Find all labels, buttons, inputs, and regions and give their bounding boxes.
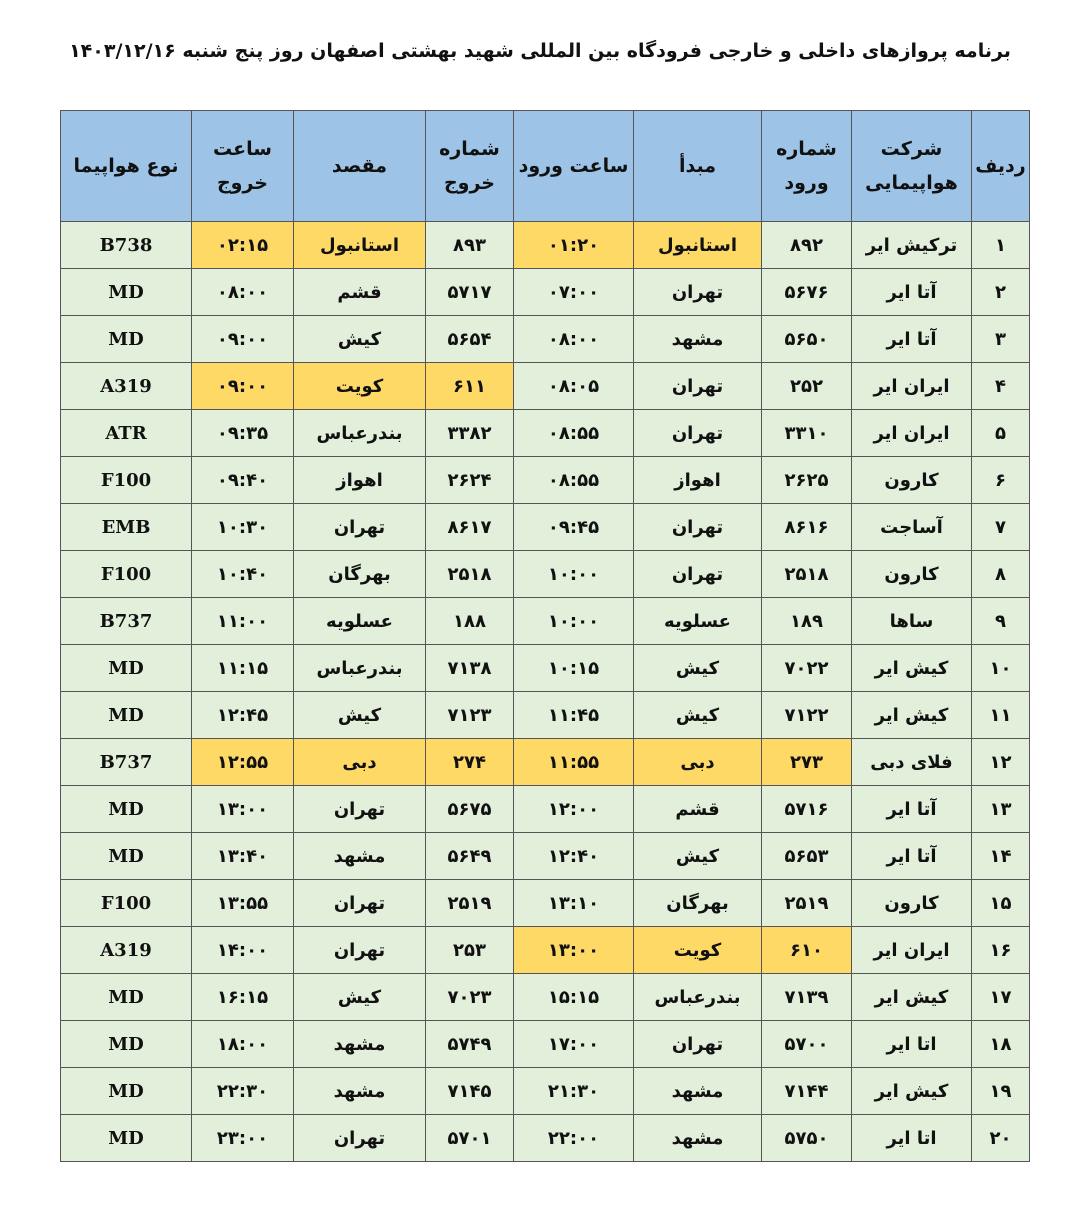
cell-aircraft: F100 xyxy=(61,880,192,927)
cell-aircraft: MD xyxy=(61,1068,192,1115)
table-row xyxy=(61,927,1030,974)
cell-dest: مشهد xyxy=(294,1068,426,1115)
table-header-row xyxy=(61,111,1030,222)
cell-origin: تهران xyxy=(634,551,762,598)
cell-dest: اهواز xyxy=(294,457,426,504)
cell-arr-time: ۰۸:۵۵ xyxy=(514,457,634,504)
cell-airline: آتا ایر xyxy=(852,316,972,363)
cell-dep-time: ۱۳:۰۰ xyxy=(192,786,294,833)
table-row xyxy=(61,363,1030,410)
cell-dest: کویت xyxy=(294,363,426,410)
cell-arr-no: ۷۱۲۲ xyxy=(762,692,852,739)
cell-dep-time: ۱۴:۰۰ xyxy=(192,927,294,974)
cell-arr-time: ۱۲:۰۰ xyxy=(514,786,634,833)
cell-aircraft: MD xyxy=(61,692,192,739)
cell-dep-no: ۵۶۴۹ xyxy=(426,833,514,880)
cell-airline: آتا ایر xyxy=(852,833,972,880)
cell-arr-time: ۱۳:۱۰ xyxy=(514,880,634,927)
cell-aircraft: MD xyxy=(61,269,192,316)
cell-dep-no: ۱۸۸ xyxy=(426,598,514,645)
cell-dest: استانبول xyxy=(294,222,426,269)
cell-dep-time: ۲۳:۰۰ xyxy=(192,1115,294,1162)
cell-arr-time: ۰۸:۰۰ xyxy=(514,316,634,363)
cell-dest: کیش xyxy=(294,974,426,1021)
cell-origin: تهران xyxy=(634,1021,762,1068)
cell-dest: بهرگان xyxy=(294,551,426,598)
cell-aircraft: MD xyxy=(61,833,192,880)
cell-dep-no: ۳۳۸۲ xyxy=(426,410,514,457)
cell-row: ۱۴ xyxy=(972,833,1030,880)
cell-dep-no: ۵۶۵۴ xyxy=(426,316,514,363)
cell-dest: تهران xyxy=(294,880,426,927)
cell-airline: کیش ایر xyxy=(852,974,972,1021)
table-row xyxy=(61,316,1030,363)
cell-airline: ایران ایر xyxy=(852,363,972,410)
cell-dep-no: ۲۶۲۴ xyxy=(426,457,514,504)
cell-dep-time: ۰۲:۱۵ xyxy=(192,222,294,269)
cell-arr-no: ۸۶۱۶ xyxy=(762,504,852,551)
cell-origin: تهران xyxy=(634,410,762,457)
cell-dep-time: ۱۶:۱۵ xyxy=(192,974,294,1021)
cell-row: ۱ xyxy=(972,222,1030,269)
cell-origin: مشهد xyxy=(634,316,762,363)
cell-row: ۱۸ xyxy=(972,1021,1030,1068)
cell-origin: اهواز xyxy=(634,457,762,504)
cell-origin: قشم xyxy=(634,786,762,833)
cell-arr-no: ۵۷۵۰ xyxy=(762,1115,852,1162)
cell-airline: ترکیش ایر xyxy=(852,222,972,269)
page-title: برنامه پروازهای داخلی و خارجی فرودگاه بین المللی شهید بهشتی اصفهان روز پنج شنبه ۱۴۰۳/۱۲/۱۶ xyxy=(69,40,1011,62)
cell-dest: مشهد xyxy=(294,1021,426,1068)
cell-airline: کارون xyxy=(852,551,972,598)
cell-origin: کویت xyxy=(634,927,762,974)
cell-aircraft: MD xyxy=(61,974,192,1021)
cell-origin: مشهد xyxy=(634,1115,762,1162)
cell-airline: کیش ایر xyxy=(852,692,972,739)
cell-dep-time: ۱۳:۴۰ xyxy=(192,833,294,880)
cell-aircraft: B738 xyxy=(61,222,192,269)
cell-origin: استانبول xyxy=(634,222,762,269)
cell-dep-no: ۷۰۲۳ xyxy=(426,974,514,1021)
table-row xyxy=(61,692,1030,739)
cell-origin: بندرعباس xyxy=(634,974,762,1021)
cell-row: ۱۱ xyxy=(972,692,1030,739)
cell-arr-no: ۵۶۵۰ xyxy=(762,316,852,363)
cell-arr-no: ۲۵۱۸ xyxy=(762,551,852,598)
cell-dep-no: ۲۵۱۹ xyxy=(426,880,514,927)
cell-arr-time: ۲۲:۰۰ xyxy=(514,1115,634,1162)
cell-dest: مشهد xyxy=(294,833,426,880)
cell-arr-time: ۱۰:۰۰ xyxy=(514,598,634,645)
cell-dest: تهران xyxy=(294,786,426,833)
cell-arr-no: ۷۰۲۲ xyxy=(762,645,852,692)
cell-airline: فلای دبی xyxy=(852,739,972,786)
table-row xyxy=(61,410,1030,457)
cell-row: ۲۰ xyxy=(972,1115,1030,1162)
cell-dest: دبی xyxy=(294,739,426,786)
cell-arr-time: ۲۱:۳۰ xyxy=(514,1068,634,1115)
flight-schedule-table xyxy=(60,110,1030,1162)
cell-origin: تهران xyxy=(634,504,762,551)
cell-dep-no: ۲۵۱۸ xyxy=(426,551,514,598)
cell-row: ۱۳ xyxy=(972,786,1030,833)
column-header-origin: مبدأ xyxy=(634,111,762,222)
column-header-arr-time: ساعت ورود xyxy=(514,111,634,222)
cell-dep-time: ۱۳:۵۵ xyxy=(192,880,294,927)
column-header-arr-no: شماره ورود xyxy=(762,111,852,222)
cell-arr-no: ۷۱۴۴ xyxy=(762,1068,852,1115)
cell-dep-time: ۱۱:۰۰ xyxy=(192,598,294,645)
cell-dep-time: ۲۲:۳۰ xyxy=(192,1068,294,1115)
cell-arr-time: ۰۹:۴۵ xyxy=(514,504,634,551)
cell-arr-no: ۲۵۱۹ xyxy=(762,880,852,927)
cell-aircraft: B737 xyxy=(61,598,192,645)
cell-airline: آتا ایر xyxy=(852,269,972,316)
cell-dest: تهران xyxy=(294,504,426,551)
cell-aircraft: F100 xyxy=(61,457,192,504)
cell-dep-time: ۰۹:۳۵ xyxy=(192,410,294,457)
cell-row: ۱۰ xyxy=(972,645,1030,692)
cell-arr-no: ۲۷۳ xyxy=(762,739,852,786)
cell-arr-no: ۸۹۲ xyxy=(762,222,852,269)
cell-airline: آتا ایر xyxy=(852,786,972,833)
table-row xyxy=(61,974,1030,1021)
cell-dep-time: ۰۹:۴۰ xyxy=(192,457,294,504)
cell-dest: قشم xyxy=(294,269,426,316)
cell-dep-time: ۰۹:۰۰ xyxy=(192,363,294,410)
cell-dep-no: ۶۱۱ xyxy=(426,363,514,410)
cell-row: ۱۲ xyxy=(972,739,1030,786)
cell-origin: بهرگان xyxy=(634,880,762,927)
cell-dep-no: ۷۱۲۳ xyxy=(426,692,514,739)
cell-arr-time: ۰۸:۵۵ xyxy=(514,410,634,457)
cell-row: ۱۹ xyxy=(972,1068,1030,1115)
cell-arr-no: ۲۶۲۵ xyxy=(762,457,852,504)
table-row xyxy=(61,1068,1030,1115)
cell-row: ۴ xyxy=(972,363,1030,410)
table-row xyxy=(61,598,1030,645)
cell-row: ۶ xyxy=(972,457,1030,504)
cell-aircraft: ATR xyxy=(61,410,192,457)
cell-arr-time: ۱۷:۰۰ xyxy=(514,1021,634,1068)
table-row xyxy=(61,833,1030,880)
cell-aircraft: A319 xyxy=(61,927,192,974)
cell-dest: عسلویه xyxy=(294,598,426,645)
cell-dep-no: ۸۹۳ xyxy=(426,222,514,269)
cell-arr-time: ۱۲:۴۰ xyxy=(514,833,634,880)
cell-arr-no: ۵۶۷۶ xyxy=(762,269,852,316)
column-header-airline: شرکت هواپیمایی xyxy=(852,111,972,222)
column-header-dep-no: شماره خروج xyxy=(426,111,514,222)
cell-arr-time: ۱۳:۰۰ xyxy=(514,927,634,974)
cell-arr-no: ۵۷۱۶ xyxy=(762,786,852,833)
cell-arr-time: ۰۸:۰۵ xyxy=(514,363,634,410)
cell-arr-no: ۱۸۹ xyxy=(762,598,852,645)
cell-aircraft: MD xyxy=(61,1115,192,1162)
cell-row: ۹ xyxy=(972,598,1030,645)
cell-dep-no: ۵۶۷۵ xyxy=(426,786,514,833)
cell-arr-no: ۳۳۱۰ xyxy=(762,410,852,457)
cell-arr-time: ۰۱:۲۰ xyxy=(514,222,634,269)
cell-dest: بندرعباس xyxy=(294,410,426,457)
cell-airline: ساها xyxy=(852,598,972,645)
cell-origin: تهران xyxy=(634,269,762,316)
cell-row: ۱۶ xyxy=(972,927,1030,974)
cell-dep-time: ۱۸:۰۰ xyxy=(192,1021,294,1068)
cell-dep-time: ۱۱:۱۵ xyxy=(192,645,294,692)
cell-row: ۳ xyxy=(972,316,1030,363)
cell-arr-time: ۱۰:۰۰ xyxy=(514,551,634,598)
cell-origin: تهران xyxy=(634,363,762,410)
cell-arr-no: ۵۷۰۰ xyxy=(762,1021,852,1068)
cell-arr-time: ۱۵:۱۵ xyxy=(514,974,634,1021)
cell-row: ۱۵ xyxy=(972,880,1030,927)
table-body xyxy=(61,222,1030,1162)
cell-row: ۲ xyxy=(972,269,1030,316)
cell-aircraft: A319 xyxy=(61,363,192,410)
cell-dep-time: ۰۹:۰۰ xyxy=(192,316,294,363)
cell-dep-time: ۱۰:۳۰ xyxy=(192,504,294,551)
cell-aircraft: MD xyxy=(61,786,192,833)
cell-dep-no: ۷۱۳۸ xyxy=(426,645,514,692)
column-header-row: ردیف xyxy=(972,111,1030,222)
cell-arr-time: ۱۰:۱۵ xyxy=(514,645,634,692)
cell-dep-time: ۱۲:۵۵ xyxy=(192,739,294,786)
cell-row: ۱۷ xyxy=(972,974,1030,1021)
cell-arr-time: ۰۷:۰۰ xyxy=(514,269,634,316)
cell-dep-time: ۱۲:۴۵ xyxy=(192,692,294,739)
cell-arr-time: ۱۱:۵۵ xyxy=(514,739,634,786)
cell-row: ۷ xyxy=(972,504,1030,551)
cell-aircraft: B737 xyxy=(61,739,192,786)
table-row xyxy=(61,786,1030,833)
cell-aircraft: EMB xyxy=(61,504,192,551)
cell-airline: اتا ایر xyxy=(852,1115,972,1162)
table-row xyxy=(61,457,1030,504)
cell-dep-no: ۲۵۳ xyxy=(426,927,514,974)
cell-arr-no: ۷۱۳۹ xyxy=(762,974,852,1021)
cell-dest: کیش xyxy=(294,316,426,363)
table-row xyxy=(61,269,1030,316)
cell-origin: عسلویه xyxy=(634,598,762,645)
column-header-aircraft: نوع هواپیما xyxy=(61,111,192,222)
table-row xyxy=(61,1021,1030,1068)
cell-arr-no: ۶۱۰ xyxy=(762,927,852,974)
cell-airline: کیش ایر xyxy=(852,645,972,692)
cell-arr-time: ۱۱:۴۵ xyxy=(514,692,634,739)
cell-row: ۵ xyxy=(972,410,1030,457)
cell-origin: دبی xyxy=(634,739,762,786)
cell-airline: آساجت xyxy=(852,504,972,551)
cell-airline: کارون xyxy=(852,880,972,927)
table-row xyxy=(61,551,1030,598)
cell-dest: کیش xyxy=(294,692,426,739)
cell-origin: کیش xyxy=(634,833,762,880)
cell-airline: کارون xyxy=(852,457,972,504)
cell-dest: تهران xyxy=(294,1115,426,1162)
cell-dest: بندرعباس xyxy=(294,645,426,692)
column-header-dep-time: ساعت خروج xyxy=(192,111,294,222)
table-row xyxy=(61,1115,1030,1162)
cell-dep-no: ۲۷۴ xyxy=(426,739,514,786)
table-row xyxy=(61,739,1030,786)
cell-dep-no: ۵۷۴۹ xyxy=(426,1021,514,1068)
cell-aircraft: MD xyxy=(61,1021,192,1068)
cell-dep-no: ۵۷۱۷ xyxy=(426,269,514,316)
cell-origin: مشهد xyxy=(634,1068,762,1115)
cell-row: ۸ xyxy=(972,551,1030,598)
cell-arr-no: ۵۶۵۳ xyxy=(762,833,852,880)
cell-dep-no: ۷۱۴۵ xyxy=(426,1068,514,1115)
cell-origin: کیش xyxy=(634,645,762,692)
cell-dest: تهران xyxy=(294,927,426,974)
table-row xyxy=(61,880,1030,927)
cell-dep-time: ۰۸:۰۰ xyxy=(192,269,294,316)
table-row xyxy=(61,645,1030,692)
cell-dep-no: ۵۷۰۱ xyxy=(426,1115,514,1162)
column-header-dest: مقصد xyxy=(294,111,426,222)
table-row xyxy=(61,504,1030,551)
table-row xyxy=(61,222,1030,269)
cell-aircraft: MD xyxy=(61,316,192,363)
cell-airline: ایران ایر xyxy=(852,927,972,974)
cell-origin: کیش xyxy=(634,692,762,739)
cell-aircraft: F100 xyxy=(61,551,192,598)
cell-airline: اتا ایر xyxy=(852,1021,972,1068)
cell-arr-no: ۲۵۲ xyxy=(762,363,852,410)
cell-dep-no: ۸۶۱۷ xyxy=(426,504,514,551)
cell-airline: کیش ایر xyxy=(852,1068,972,1115)
cell-aircraft: MD xyxy=(61,645,192,692)
cell-dep-time: ۱۰:۴۰ xyxy=(192,551,294,598)
cell-airline: ایران ایر xyxy=(852,410,972,457)
